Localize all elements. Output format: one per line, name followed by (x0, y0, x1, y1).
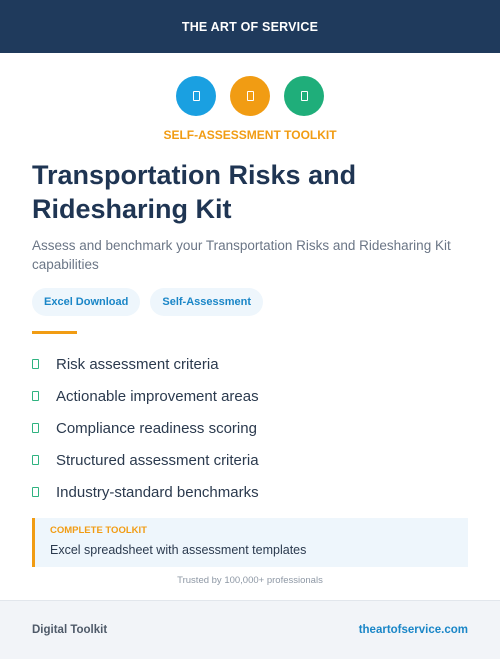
document-icon (301, 91, 308, 101)
feature-label: Structured assessment criteria (56, 451, 259, 469)
green-document-badge (284, 76, 324, 116)
tag-self-assessment: Self-Assessment (150, 288, 263, 316)
feature-list (32, 348, 259, 508)
blue-document-badge (176, 76, 216, 116)
website-link[interactable]: theartofservice.com (358, 624, 468, 636)
check-icon (32, 455, 39, 465)
feature-item (32, 412, 259, 444)
feature-label: Risk assessment criteria (56, 355, 219, 373)
icon-row (0, 76, 500, 116)
tag-excel-download: Excel Download (32, 288, 140, 316)
tag-list (32, 288, 263, 316)
check-icon (32, 359, 39, 369)
callout-title: COMPLETE TOOLKIT (50, 525, 147, 536)
feature-item (32, 444, 259, 476)
trust-note: Trusted by 100,000+ professionals (177, 575, 323, 586)
eyebrow-label: SELF-ASSESSMENT TOOLKIT (163, 128, 337, 142)
brand-name: THE ART OF SERVICE (181, 19, 319, 34)
page-subtitle: Assess and benchmark your Transportation Risks and Ridesharing Kit capabilities (32, 238, 451, 272)
document-icon (193, 91, 200, 101)
document-icon (247, 91, 254, 101)
feature-item (32, 476, 259, 508)
feature-label: Compliance readiness scoring (56, 419, 257, 437)
check-icon (32, 391, 39, 401)
feature-item (32, 380, 259, 412)
footer-label: Digital Toolkit (32, 624, 108, 636)
footer-bar (0, 600, 500, 659)
feature-label: Industry-standard benchmarks (56, 483, 259, 501)
feature-item (32, 348, 259, 380)
callout-description: Excel spreadsheet with assessment templates (50, 543, 307, 557)
toolkit-callout (32, 518, 468, 567)
feature-label: Actionable improvement areas (56, 387, 259, 405)
accent-divider (32, 331, 77, 334)
page-title: Transportation Risks and Ridesharing Kit (32, 160, 357, 224)
check-icon (32, 487, 39, 497)
header-bar (0, 0, 500, 53)
orange-document-badge (230, 76, 270, 116)
check-icon (32, 423, 39, 433)
